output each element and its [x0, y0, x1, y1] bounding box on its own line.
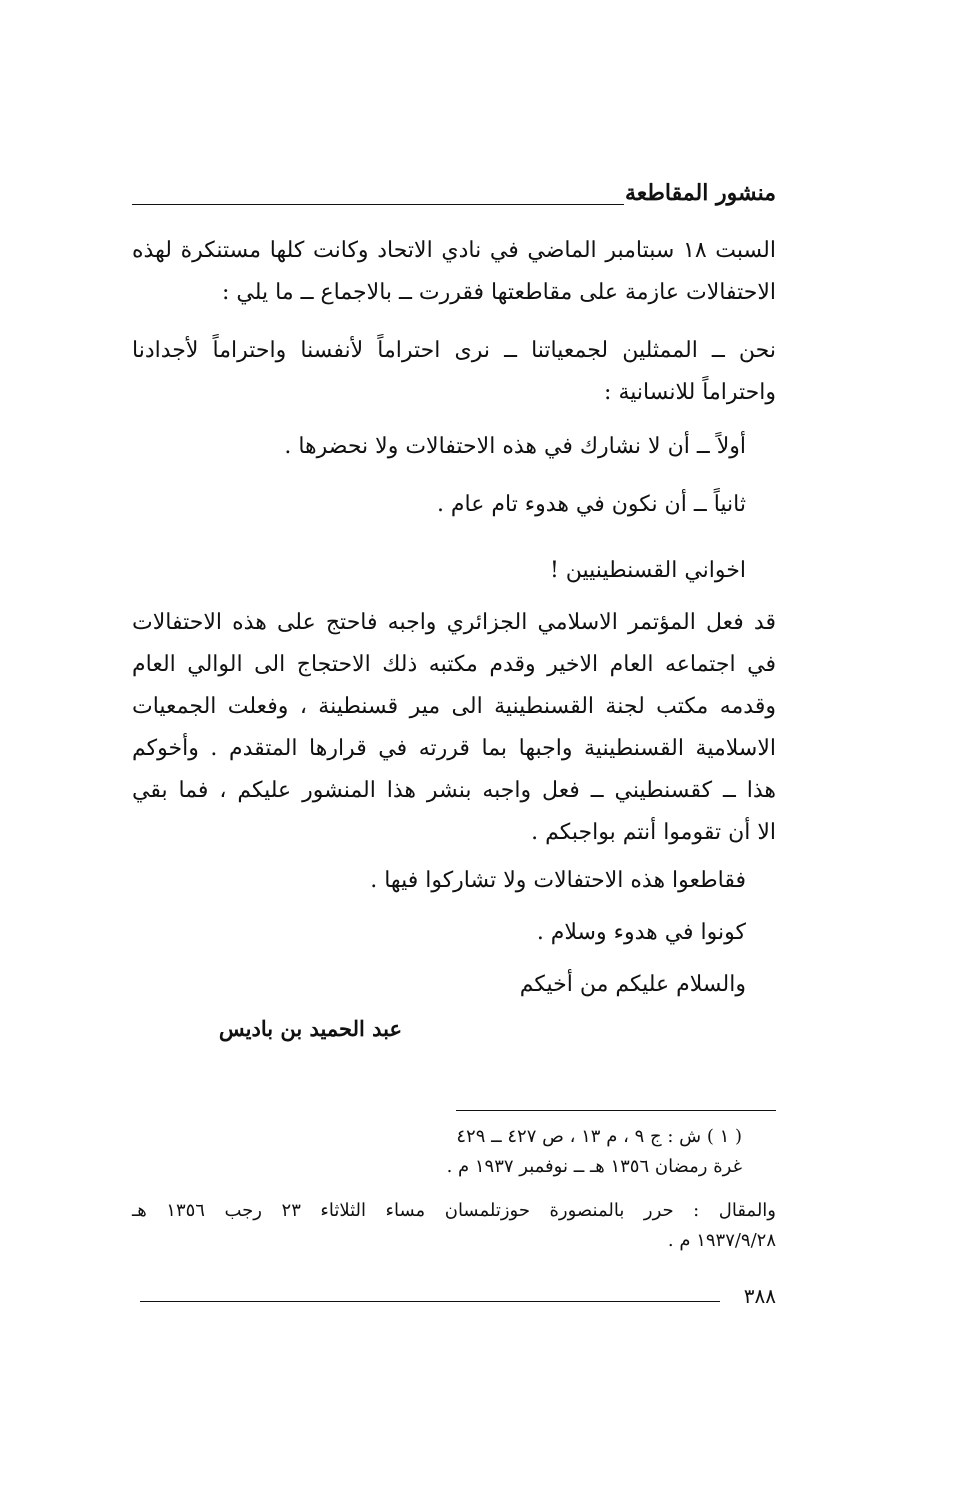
footnote-rule — [456, 1110, 776, 1111]
running-header — [132, 180, 776, 212]
call-calm: كونوا في هدوء وسلام . — [536, 920, 746, 945]
paragraph-3-line-6: الا أن تقوموا أنتم بواجبكم . — [531, 820, 776, 845]
paragraph-2-line-1: نحن ــ الممثلين لجمعياتنا ــ نرى احتراماً لأنفسنا واحتراماً لأجدادنا — [132, 338, 776, 363]
paragraph-1-line-1: السبت ١٨ سبتامبر الماضي في نادي الاتحاد وكانت كلها مستنكرة لهذه — [132, 238, 776, 263]
header-title: منشور المقاطعة — [625, 180, 776, 206]
paragraph-3-line-5: هذا ــ كقسنطيني ــ فعل واجبه بنشر هذا المنشور عليكم ، فما بقي — [132, 778, 776, 803]
resolution-first: أولاً ــ أن لا نشارك في هذه الاحتفالات ولا نحضرها . — [284, 434, 746, 459]
closing-greeting: والسلام عليكم من أخيكم — [519, 972, 746, 997]
paragraph-1-line-2: الاحتفالات عازمة على مقاطعتها فقررت ــ بالاجماع ــ ما يلي : — [222, 280, 776, 305]
paragraph-3-line-2: في اجتماعه العام الاخير وقدم مكتبه ذلك الاحتجاج الى الوالي العام — [132, 652, 776, 677]
footnote-source: ( ١ ) ش : ج ٩ ، م ١٣ ، ص ٤٢٧ ــ ٤٢٩ — [456, 1126, 742, 1147]
footnote-article-line-1: والمقال : حرر بالمنصورة حوزتلمسان مساء الثلاثاء ٢٣ رجب ١٣٥٦ هـ — [132, 1200, 777, 1221]
footnote-date: غرة رمضان ١٣٥٦ هـ ــ نوفمبر ١٩٣٧ م . — [446, 1156, 742, 1177]
salutation: اخواني القسنطينيين ! — [549, 558, 746, 583]
paragraph-2-line-2: واحتراماً للانسانية : — [604, 380, 776, 405]
resolution-second: ثانياً ــ أن نكون في هدوء تام عام . — [436, 492, 746, 517]
paragraph-3-line-3: وقدمه مكتب لجنة القسنطينية الى مير قسنطينة ، وفعلت الجمعيات — [132, 694, 776, 719]
page-number: ٣٨٨ — [743, 1284, 776, 1308]
signature: عبد الحميد بن باديس — [218, 1016, 402, 1041]
page-footer — [132, 1284, 776, 1314]
paragraph-3-line-1: قد فعل المؤتمر الاسلامي الجزائري واجبه فاحتج على هذه الاحتفالات — [132, 610, 776, 635]
footnote-article-line-2: ١٩٣٧/٩/٢٨ م . — [667, 1230, 776, 1251]
paragraph-3-line-4: الاسلامية القسنطينية واجبها بما قررته في قرارها المتقدم . وأخوكم — [132, 736, 776, 761]
call-boycott: فقاطعوا هذه الاحتفالات ولا تشاركوا فيها . — [370, 868, 746, 893]
header-rule — [132, 204, 624, 205]
footer-rule — [140, 1301, 720, 1302]
